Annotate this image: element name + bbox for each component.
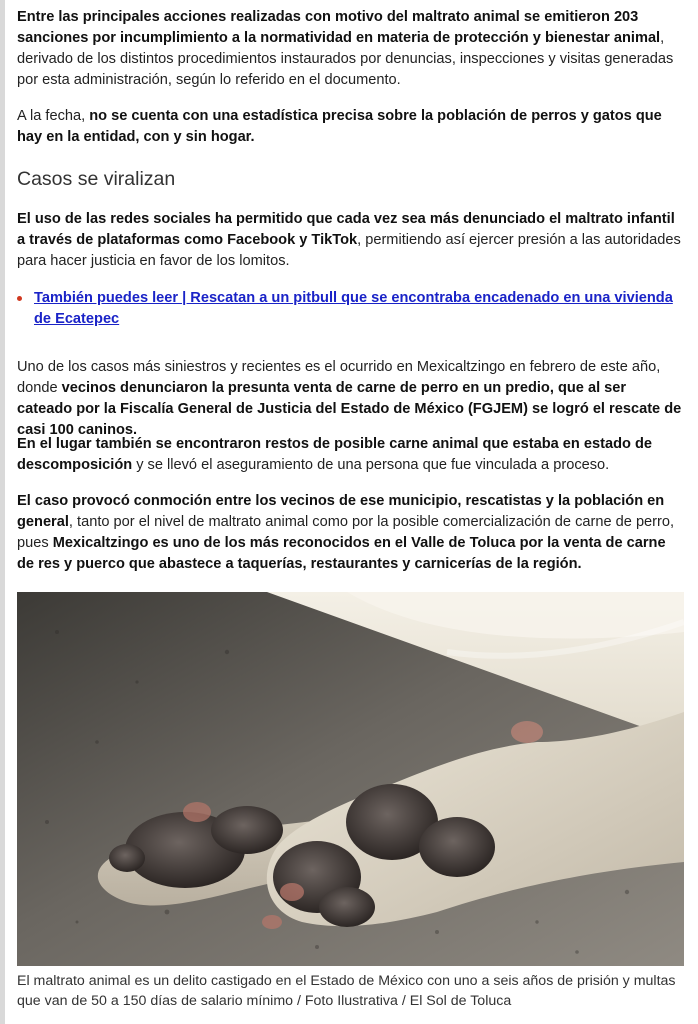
paragraph-mexicaltzingo-case	[17, 357, 685, 441]
bullet-icon	[17, 296, 22, 301]
body-text: A la fecha,	[17, 108, 90, 124]
paragraph-sanctions	[17, 7, 685, 91]
body-text: Uno de los casos más siniestros y recientes es el ocurrido en Mexicaltzingo en febrero de este año, donde	[17, 359, 661, 396]
related-article-link[interactable]: También puedes leer | Rescatan a un pitbull que se encontraba encadenado en una vivienda de Ecatepec	[34, 290, 673, 327]
paragraph-commotion	[17, 491, 685, 575]
related-link-item	[17, 288, 685, 330]
bold-text: Entre las principales acciones realizadas con motivo del maltrato animal se emitieron 203 sanciones por incumplimiento a la normatividad en materia de protección y bienestar animal	[17, 9, 661, 46]
bold-text: vecinos denunciaron la presunta venta de carne de perro en un predio, que al ser cateado por la Fiscalía General de Justicia del Estado de México (FGJEM) se logró el rescate de casi 100 caninos.	[17, 380, 682, 438]
bold-text: El uso de las redes sociales ha permitido que cada vez sea más denunciado el maltrato infantil a través de plataformas como Facebook y TikTok	[17, 211, 675, 248]
photo-caption: El maltrato animal es un delito castigado en el Estado de México con uno a seis años de prisión y multas que van de 50 a 150 días de salario mínimo / Foto Ilustrativa / El Sol de Toluca	[17, 973, 676, 1009]
bold-text: En el lugar también se encontraron restos de posible carne animal que estaba en estado de descomposición	[17, 436, 653, 473]
paragraph-remains	[17, 434, 685, 476]
section-heading: Casos se viralizan	[17, 168, 176, 190]
bold-text: no se cuenta con una estadística precisa sobre la población de perros y gatos que hay en la entidad, con y sin hogar.	[17, 108, 662, 145]
related-links-list	[17, 288, 685, 330]
bold-text: Mexicaltzingo es uno de los más reconocidos en el Valle de Toluca por la venta de carne de res y puerco que abastece a taquerías, restaurantes y carnicerías de la región.	[17, 535, 666, 572]
bold-text: El caso provocó conmoción entre los vecinos de ese municipio, rescatistas y la población en general	[17, 493, 665, 530]
left-border	[0, 0, 5, 1024]
body-text: , permitiendo así ejercer presión a las autoridades para hacer justicia en favor de los lomitos.	[17, 232, 681, 269]
body-text: , derivado de los distintos procedimientos instaurados por denuncias, inspecciones y visitas generadas por esta administración, según lo referido en el documento.	[17, 30, 674, 88]
article-photo-dog-paws	[17, 592, 684, 966]
paragraph-social-media	[17, 209, 685, 272]
body-text: , tanto por el nivel de maltrato animal como por la posible comercialización de carne de perro, pues	[17, 514, 675, 551]
paragraph-statistics	[17, 106, 685, 148]
body-text: y se llevó el aseguramiento de una persona que fue vinculada a proceso.	[132, 457, 610, 473]
